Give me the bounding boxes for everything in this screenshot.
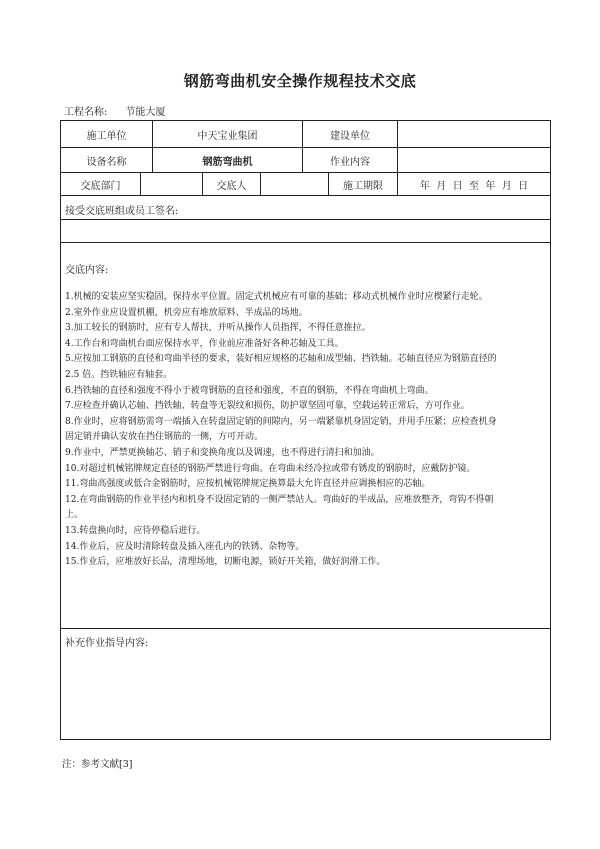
list-item: 5.应按加工钢筋的直径和弯曲半径的要求，装好相应规格的芯轴和成型轴、挡铁轴。芯轴直径应为钢筋直径的 [65,354,497,365]
presenter-value [261,173,329,195]
department-value [141,173,203,195]
list-item: 8.作业时，应将钢筋需弯一端插入在转盘固定销的间隙内，另一端紧靠机身固定销，并用手压紧；应检查机身 [65,416,497,427]
table-row [61,148,550,173]
content-label: 交底内容: [65,265,109,276]
equipment-name-label: 设备名称 [61,148,153,172]
period-value: 年 月 日 至 年 月 日 [419,180,529,192]
project-value: 节能大厦 [125,107,166,118]
list-item: 1.机械的安装应坚实稳固，保持水平位置。固定式机械应有可靠的基础；移动式机械作业时应楔紧行走轮。 [65,292,488,302]
handover-table [60,120,551,740]
supplement-label: 补充作业指导内容: [65,638,149,649]
list-item: 4.工作台和弯曲机台面应保持水平，作业前应准备好各种芯轴及工具。 [65,338,344,349]
list-item: 2.5 倍。挡铁轴应有轴套。 [65,369,173,380]
table-row [61,121,550,148]
list-item: 3.加工较长的钢筋时，应有专人帮扶，并听从操作人员指挥，不得任意推拉。 [65,323,371,334]
list-item: 13.转盘换向时，应待停稳后进行。 [65,525,206,536]
page-title: 钢筋弯曲机安全操作规程技术交底 [183,72,417,90]
list-item: 固定销并确认安放在挡住钢筋的一侧，方可开动。 [65,432,264,443]
signers-blank-row [61,220,550,243]
reference-note: 注：参考文献[3] [62,759,133,770]
signers-row [61,196,550,220]
owner-unit-label: 建设单位 [303,121,398,147]
work-content-label: 作业内容 [303,148,398,172]
list-item: 2.室外作业应设置机棚，机旁应有堆放原料、半成品的场地。 [65,307,308,318]
list-item: 15.作业后，应堆放好长品，清理场地，切断电源，锁好开关箱，做好润滑工作。 [65,557,386,568]
list-item: 10.对超过机械铭牌规定直径的钢筋严禁进行弯曲。在弯曲未经冷拉或带有锈皮的钢筋时，应戴防护镜。 [65,463,476,474]
project-line [64,103,165,118]
construction-unit-value: 中天宝业集团 [153,121,303,147]
list-item: 9.作业中，严禁更换轴芯、销子和变换角度以及调速，也不得进行清扫和加油。 [65,447,380,458]
list-item: 7.应检查并确认芯轴、挡铁轴、转盘等无裂纹和损伤，防护罩坚固可靠，空载运转正常后，方可作业。 [65,401,470,412]
signers-label: 接受交底班组或员工签名: [65,206,179,217]
list-item: 14.作业后，应及时清除转盘及插入座孔内的铁锈、杂物等。 [65,541,305,552]
department-label: 交底部门 [61,173,141,195]
construction-unit-label: 施工单位 [61,121,153,147]
list-item: 上。 [65,510,84,521]
work-content-value [398,148,550,172]
table-row [61,173,550,196]
presenter-label: 交底人 [203,173,261,195]
owner-unit-value [398,121,550,147]
equipment-name-value: 钢筋弯曲机 [153,148,303,172]
list-item: 11.弯曲高强度或低合金钢筋时，应按机械铭牌规定换算最大允许直径并应调换相应的芯轴。 [65,479,431,490]
list-item: 6.挡铁轴的直径和强度不得小于被弯钢筋的直径和强度，不直的钢筋，不得在弯曲机上弯曲。 [65,385,434,396]
period-label: 施工期限 [329,173,398,195]
list-item: 12.在弯曲钢筋的作业半径内和机身不设固定销的一侧严禁站人。弯曲好的半成品，应堆放整齐，弯钩不得朝 [65,494,494,505]
project-label: 工程名称: [64,107,108,118]
content-list [65,290,546,571]
